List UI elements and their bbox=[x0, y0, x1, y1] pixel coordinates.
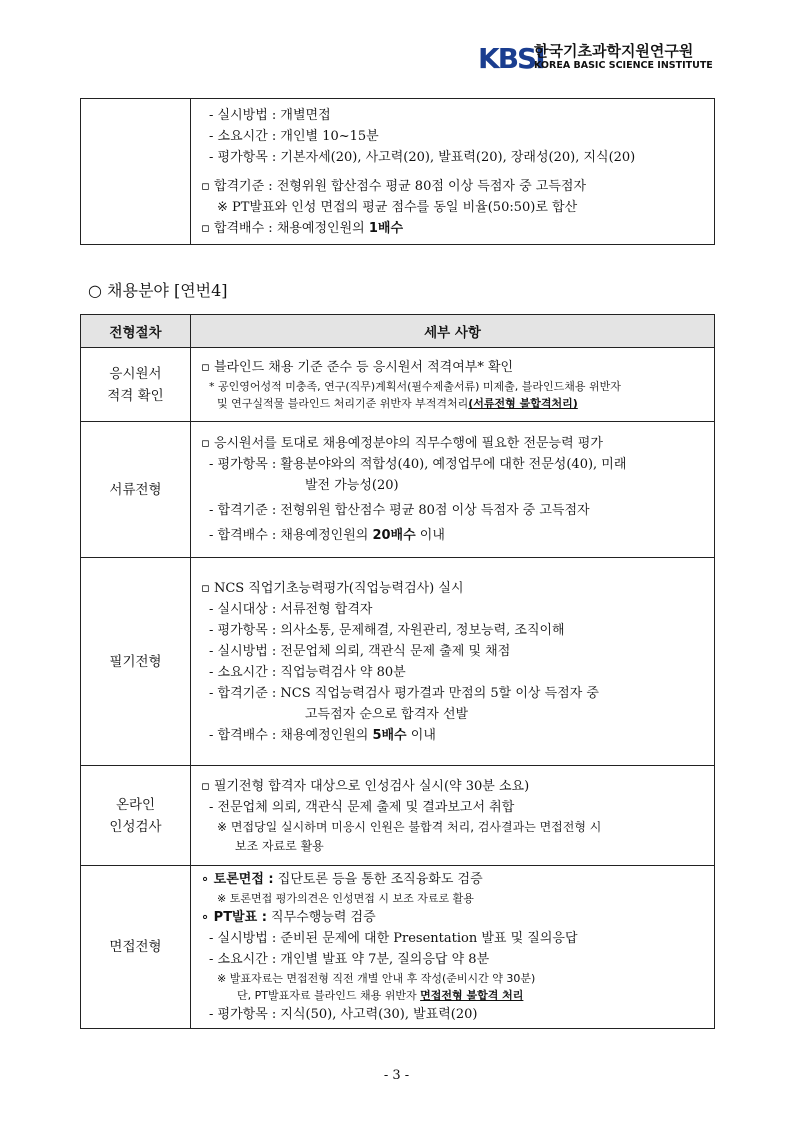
row-label: 온라인 인성검사 bbox=[81, 766, 191, 866]
pass-multiple: ▫ 합격배수 : 채용예정인원의 1배수 bbox=[201, 220, 404, 236]
row-label: 서류전형 bbox=[81, 422, 191, 558]
row-label: 필기전형 bbox=[81, 558, 191, 766]
institute-logo bbox=[478, 40, 718, 74]
continuation-table bbox=[80, 98, 715, 245]
row-detail: ▫ 응시원서를 토대로 채용예정분야의 직무수행에 필요한 전문능력 평가 - 평가항목 : 활용분야와의 적합성(40), 예정업무에 대한 전문성(40), 미래 발전 가능성(20) - 합격기준 : 전형위원 합산점수 평균 80점 이상 득점자 중 고득점자 - 합격배수 : 채용예정인원의 20배수 이내 bbox=[191, 422, 715, 558]
logo-mark: KBSI bbox=[478, 42, 544, 75]
header-process: 전형절차 bbox=[81, 315, 191, 348]
table-row bbox=[81, 558, 715, 766]
row-detail: ▫ NCS 직업기초능력평가(직업능력검사) 실시 - 실시대상 : 서류전형 합격자 - 평가항목 : 의사소통, 문제해결, 자원관리, 정보능력, 조직이해 - 실시방법 : 전문업체 의뢰, 객관식 문제 출제 및 채점 - 소요시간 : 직업능력검사 약 80분 - 합격기준 : NCS 직업능력검사 평가결과 만점의 5할 이상 득점자 중 고득점자 순으로 합격자 선발 - 합격배수 : 채용예정인원의 5배수 이내 bbox=[191, 558, 715, 766]
pass-criteria: ▫ 합격기준 : 전형위원 합산점수 평균 80점 이상 득점자 중 고득점자 bbox=[201, 178, 587, 194]
detail-line: - 실시방법 : 개별면접 bbox=[209, 107, 331, 123]
row-label: 면접전형 bbox=[81, 866, 191, 1029]
header-details: 세부 사항 bbox=[191, 315, 715, 348]
table-row bbox=[81, 866, 715, 1029]
continuation-detail-cell bbox=[191, 99, 715, 245]
pass-criteria-note: ※ PT발표와 인성 면접의 평균 점수를 동일 비율(50:50)로 합산 bbox=[217, 199, 578, 215]
table-row bbox=[81, 766, 715, 866]
row-label: 응시원서 적격 확인 bbox=[81, 348, 191, 422]
detail-line: - 평가항목 : 기본자세(20), 사고력(20), 발표력(20), 장래성(20), 지식(20) bbox=[209, 149, 636, 165]
org-name-kr: 한국기초과학지원연구원 bbox=[534, 42, 694, 60]
row-detail: ▫ 필기전형 합격자 대상으로 인성검사 실시(약 30분 소요) - 전문업체 의뢰, 객관식 문제 출제 및 결과보고서 취합 ※ 면접당일 실시하며 미응시 인원은 불합격 처리, 검사결과는 면접전형 시 보조 자료로 활용 bbox=[191, 766, 715, 866]
continuation-label-cell bbox=[81, 99, 191, 245]
detail-line: - 소요시간 : 개인별 10~15분 bbox=[209, 128, 379, 144]
selection-process-table bbox=[80, 314, 715, 1029]
section-title: ○ 채용분야 [연번4] bbox=[88, 281, 228, 300]
table-row bbox=[81, 348, 715, 422]
org-name-en: KOREA BASIC SCIENCE INSTITUTE bbox=[534, 60, 713, 71]
table-row bbox=[81, 422, 715, 558]
row-detail: ▫ 블라인드 채용 기준 준수 등 응시원서 적격여부* 확인 * 공인영어성적 미충족, 연구(직무)계획서(필수제출서류) 미제출, 블라인드채용 위반자 및 연구실적물 블라인드 처리기준 위반자 부적격처리(서류전형 불합격처리) bbox=[191, 348, 715, 422]
page-number: - 3 - bbox=[383, 1068, 410, 1083]
row-detail: ∘ 토론면접 : 집단토론 등을 통한 조직융화도 검증 ※ 토론면접 평가의견은 인성면접 시 보조 자료로 활용 ∘ PT발표 : 직무수행능력 검증 - 실시방법 : 준비된 문제에 대한 Presentation 발표 및 질의응답 - 소요시간 : 개인별 발표 약 7분, 질의응답 약 8분 ※ 발표자료는 면접전형 직전 개별 안내 후 작성(준비시간 약 30분) 단, PT발표자료 블라인드 채용 위반자 면접전형 불합격 처리 - 평가항목 : 지식(50), 사고력(30), 발표력(20) bbox=[191, 866, 715, 1029]
